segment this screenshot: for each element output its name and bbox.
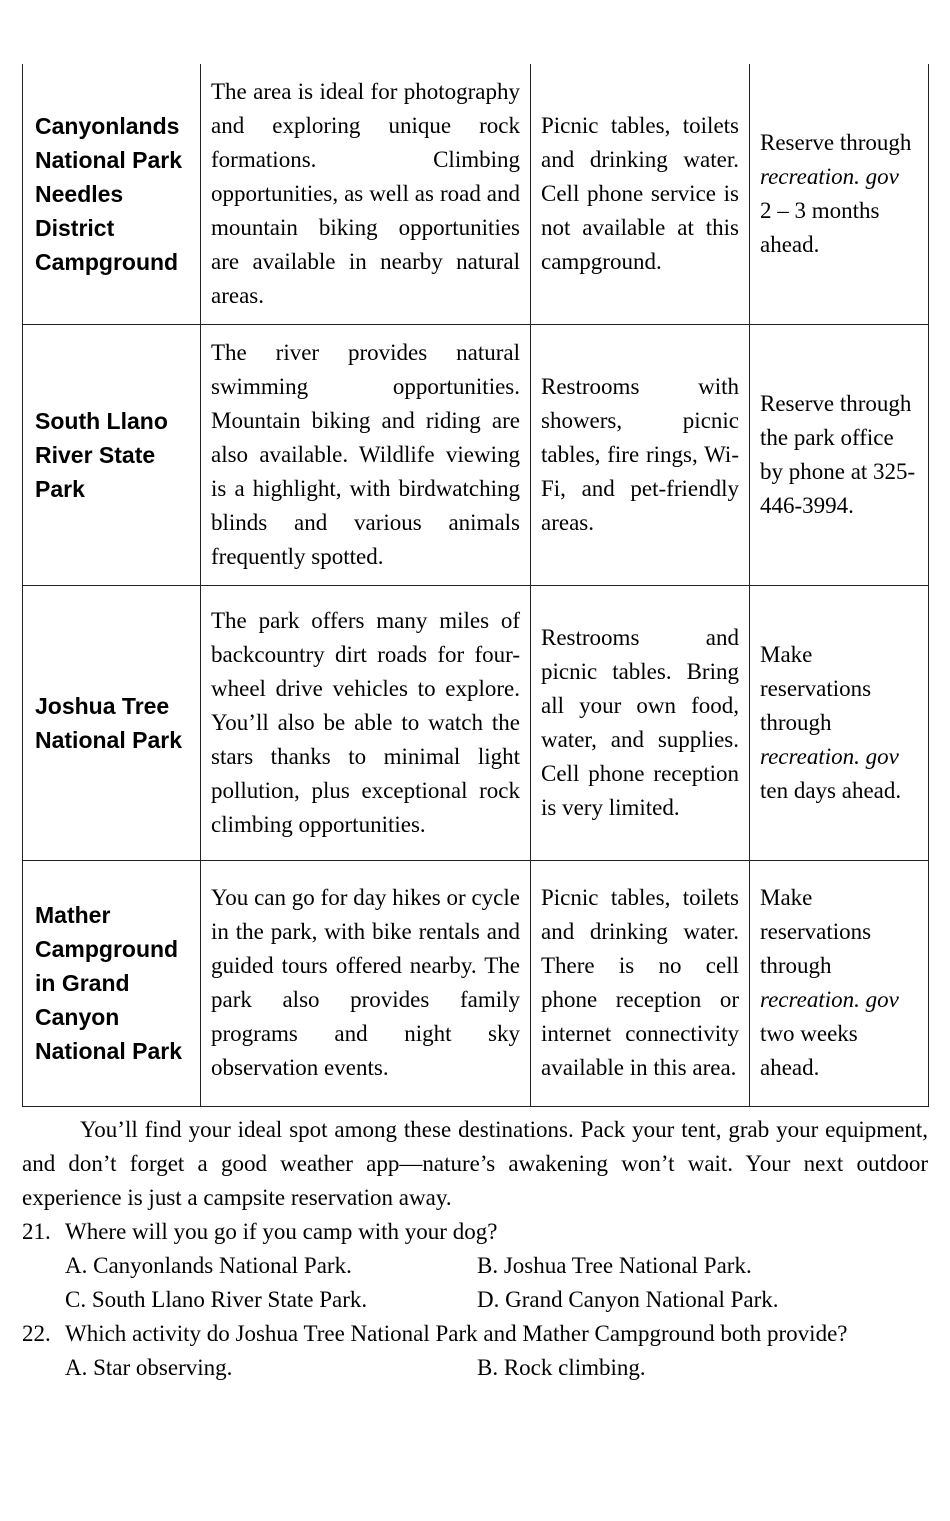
question-21 xyxy=(22,1215,928,1317)
reservation-site: recreation. gov xyxy=(760,987,899,1012)
campground-reservation xyxy=(750,324,929,585)
campground-name: Canyonlands National Park Needles District Campground xyxy=(23,64,201,324)
answer-options xyxy=(22,1249,928,1317)
answer-option[interactable]: C. South Llano River State Park. xyxy=(65,1286,368,1312)
campground-reservation xyxy=(750,585,929,860)
campground-description: The river provides natural swimming opportunities. Mountain biking and riding are also available. Wildlife viewing is a highlight, with birdwatching blinds and various animals frequently spotted. xyxy=(201,324,531,585)
closing-paragraph: You’ll find your ideal spot among these destinations. Pack your tent, grab your equipment, and don’t forget a good weather app—nature’s awakening won’t wait. Your next outdoor experience is just a campsite reservation away. xyxy=(22,1116,928,1210)
campground-name: Joshua Tree National Park xyxy=(23,585,201,860)
reservation-timing: ten days ahead. xyxy=(760,777,902,803)
table-row xyxy=(23,64,929,324)
table-row xyxy=(23,324,929,585)
campground-reservation xyxy=(750,860,929,1106)
reservation-timing: two weeks ahead. xyxy=(760,1021,858,1080)
campground-reservation xyxy=(750,64,929,324)
answer-option[interactable]: A. Star observing. xyxy=(65,1354,233,1380)
question-22 xyxy=(22,1317,928,1385)
answer-option[interactable]: A. Canyonlands National Park. xyxy=(65,1252,352,1278)
answer-options xyxy=(22,1351,928,1385)
reservation-timing: 2 – 3 months ahead. xyxy=(760,197,880,257)
campground-name: South Llano River State Park xyxy=(23,324,201,585)
campground-name: Mather Campground in Grand Canyon National Park xyxy=(23,860,201,1106)
campground-table xyxy=(22,64,929,1107)
question-stem: Where will you go if you camp with your dog? xyxy=(65,1218,498,1244)
campground-facilities: Picnic tables, toilets and drinking water. There is no cell phone reception or internet connectivity available in this area. xyxy=(531,860,750,1106)
campground-facilities: Restrooms and picnic tables. Bring all your own food, water, and supplies. Cell phone reception is very limited. xyxy=(531,585,750,860)
reservation-site: recreation. gov xyxy=(760,743,899,769)
campground-description: The park offers many miles of backcountry dirt roads for four-wheel drive vehicles to explore. You’ll also be able to watch the stars thanks to minimal light pollution, plus exceptional rock climbing opportunities. xyxy=(201,585,531,860)
reservation-text: Make reservations through xyxy=(760,641,872,735)
exam-page xyxy=(22,64,928,1385)
table-row xyxy=(23,860,929,1106)
question-stem: Which activity do Joshua Tree National Park and Mather Campground both provide? xyxy=(65,1320,848,1346)
campground-facilities: Picnic tables, toilets and drinking water. Cell phone service is not available at this campground. xyxy=(531,64,750,324)
answer-option[interactable]: D. Grand Canyon National Park. xyxy=(477,1286,779,1312)
campground-description: You can go for day hikes or cycle in the park, with bike rentals and guided tours offered nearby. The park also provides family programs and night sky observation events. xyxy=(201,860,531,1106)
question-number: 22. xyxy=(22,1320,51,1346)
answer-option[interactable]: B. Rock climbing. xyxy=(477,1354,646,1380)
reservation-text: Reserve through the park office by phone at 325-446-3994. xyxy=(760,390,916,518)
reservation-text: Make reservations through xyxy=(760,885,872,978)
question-number: 21. xyxy=(22,1218,51,1244)
answer-option[interactable]: B. Joshua Tree National Park. xyxy=(477,1252,752,1278)
table-row xyxy=(23,585,929,860)
reservation-text: Reserve through xyxy=(760,129,912,155)
campground-description: The area is ideal for photography and exploring unique rock formations. Climbing opportunities, as well as road and mountain biking opportunities are available in nearby natural areas. xyxy=(201,64,531,324)
campground-facilities: Restrooms with showers, picnic tables, fire rings, Wi-Fi, and pet-friendly areas. xyxy=(531,324,750,585)
reservation-site: recreation. gov xyxy=(760,163,899,189)
